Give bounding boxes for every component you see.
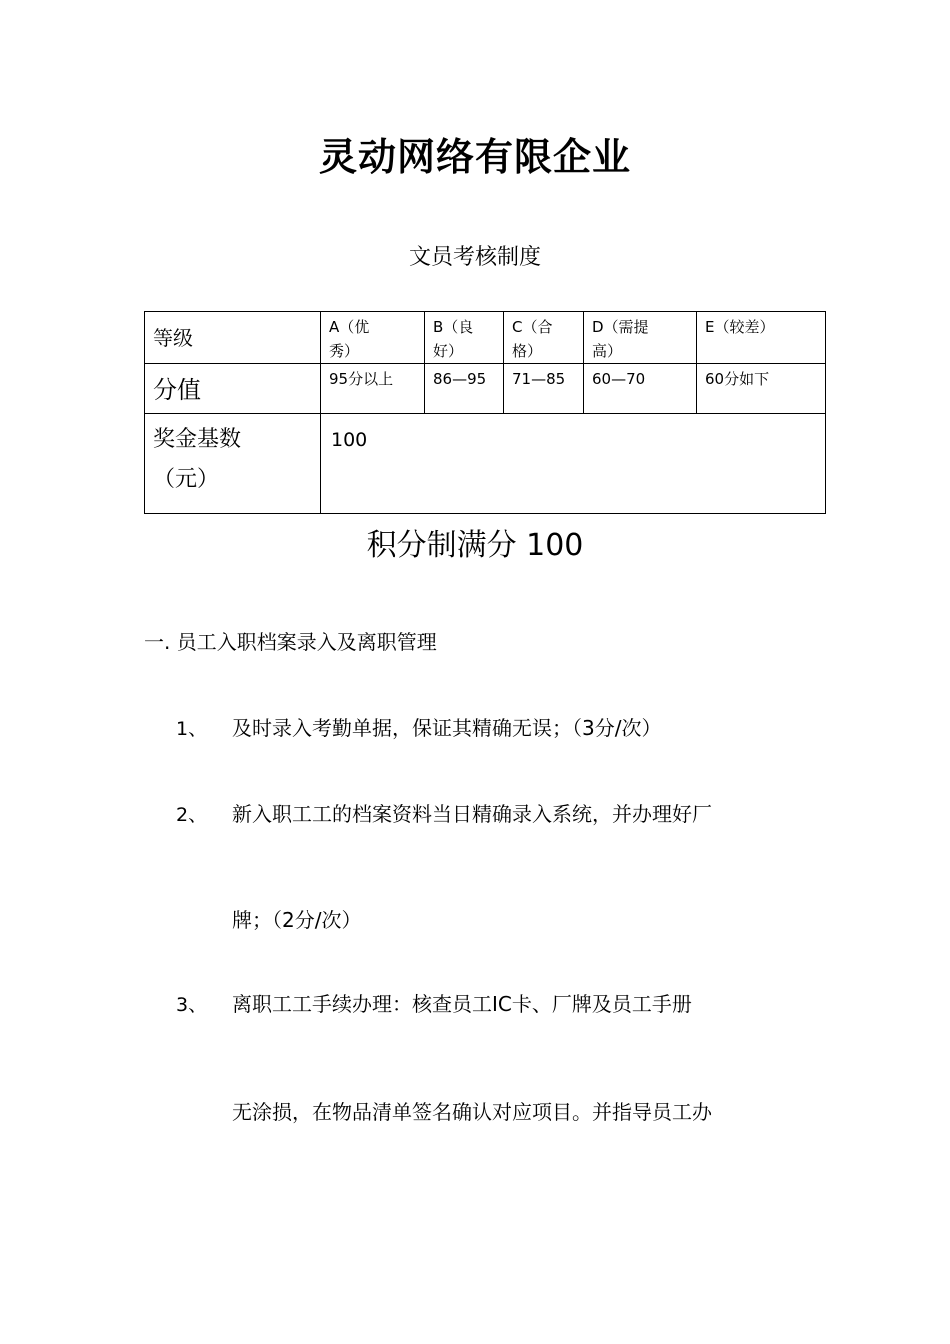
grade-cell-a xyxy=(321,312,425,364)
score-c: 71—85 xyxy=(512,370,566,388)
score-label: 分值 xyxy=(153,376,201,404)
score-header-cell xyxy=(145,364,321,414)
bonus-label-line2: （元） xyxy=(153,467,220,492)
document-title: 灵动网络有限企业 xyxy=(318,135,631,179)
score-cell-b xyxy=(425,364,504,414)
score-a: 95分以上 xyxy=(329,370,394,388)
list-item-text-continued: 无涂损，在物品清单签名确认对应项目。并指导员工办 xyxy=(232,1100,712,1124)
list-item-text: 及时录入考勤单据，保证其精确无误；（3分/次） xyxy=(232,716,662,740)
grade-a-line2: 秀） xyxy=(329,342,360,360)
score-heading: 积分制满分 100 xyxy=(366,528,584,563)
list-item-text: 新入职工工的档案资料当日精确录入系统，并办理好厂 xyxy=(232,802,712,826)
grade-b-line2: 好） xyxy=(433,342,464,360)
grade-d-line2: 高） xyxy=(592,342,623,360)
score-b: 86—95 xyxy=(433,370,487,388)
score-cell-a xyxy=(321,364,425,414)
grade-table xyxy=(144,311,826,514)
score-d: 60—70 xyxy=(592,370,646,388)
grade-cell-e xyxy=(697,312,826,364)
score-e: 60分如下 xyxy=(705,370,770,388)
grade-header-label: 等级 xyxy=(153,326,193,350)
score-cell-c xyxy=(504,364,584,414)
section-title: 一. 员工入职档案录入及离职管理 xyxy=(144,630,437,654)
score-cell-d xyxy=(584,364,697,414)
bonus-label-line1: 奖金基数 xyxy=(153,427,242,452)
bonus-value: 100 xyxy=(331,429,368,451)
bonus-row xyxy=(145,414,826,514)
grade-cell-c xyxy=(504,312,584,364)
grade-a-line1: A（优 xyxy=(329,318,370,336)
list-item-number: 3、 xyxy=(176,994,208,1016)
grade-c-line1: C（合 xyxy=(512,318,553,336)
list-item-number: 2、 xyxy=(176,804,208,826)
grade-cell-b xyxy=(425,312,504,364)
grade-header-cell xyxy=(145,312,321,364)
grade-row xyxy=(145,312,826,364)
bonus-value-cell xyxy=(321,414,826,514)
list-item-text: 离职工工手续办理：核查员工IC卡、厂牌及员工手册 xyxy=(232,992,692,1016)
grade-d-line1: D（需提 xyxy=(592,318,649,336)
bonus-header-cell xyxy=(145,414,321,514)
document-subtitle: 文员考核制度 xyxy=(408,245,541,270)
grade-c-line2: 格） xyxy=(512,342,543,360)
score-cell-e xyxy=(697,364,826,414)
list-item-text-continued: 牌；（2分/次） xyxy=(232,908,362,932)
score-row xyxy=(145,364,826,414)
grade-b-line1: B（良 xyxy=(433,318,474,336)
grade-cell-d xyxy=(584,312,697,364)
list-item-number: 1、 xyxy=(176,718,208,740)
grade-e-line1: E（较差） xyxy=(705,318,775,336)
